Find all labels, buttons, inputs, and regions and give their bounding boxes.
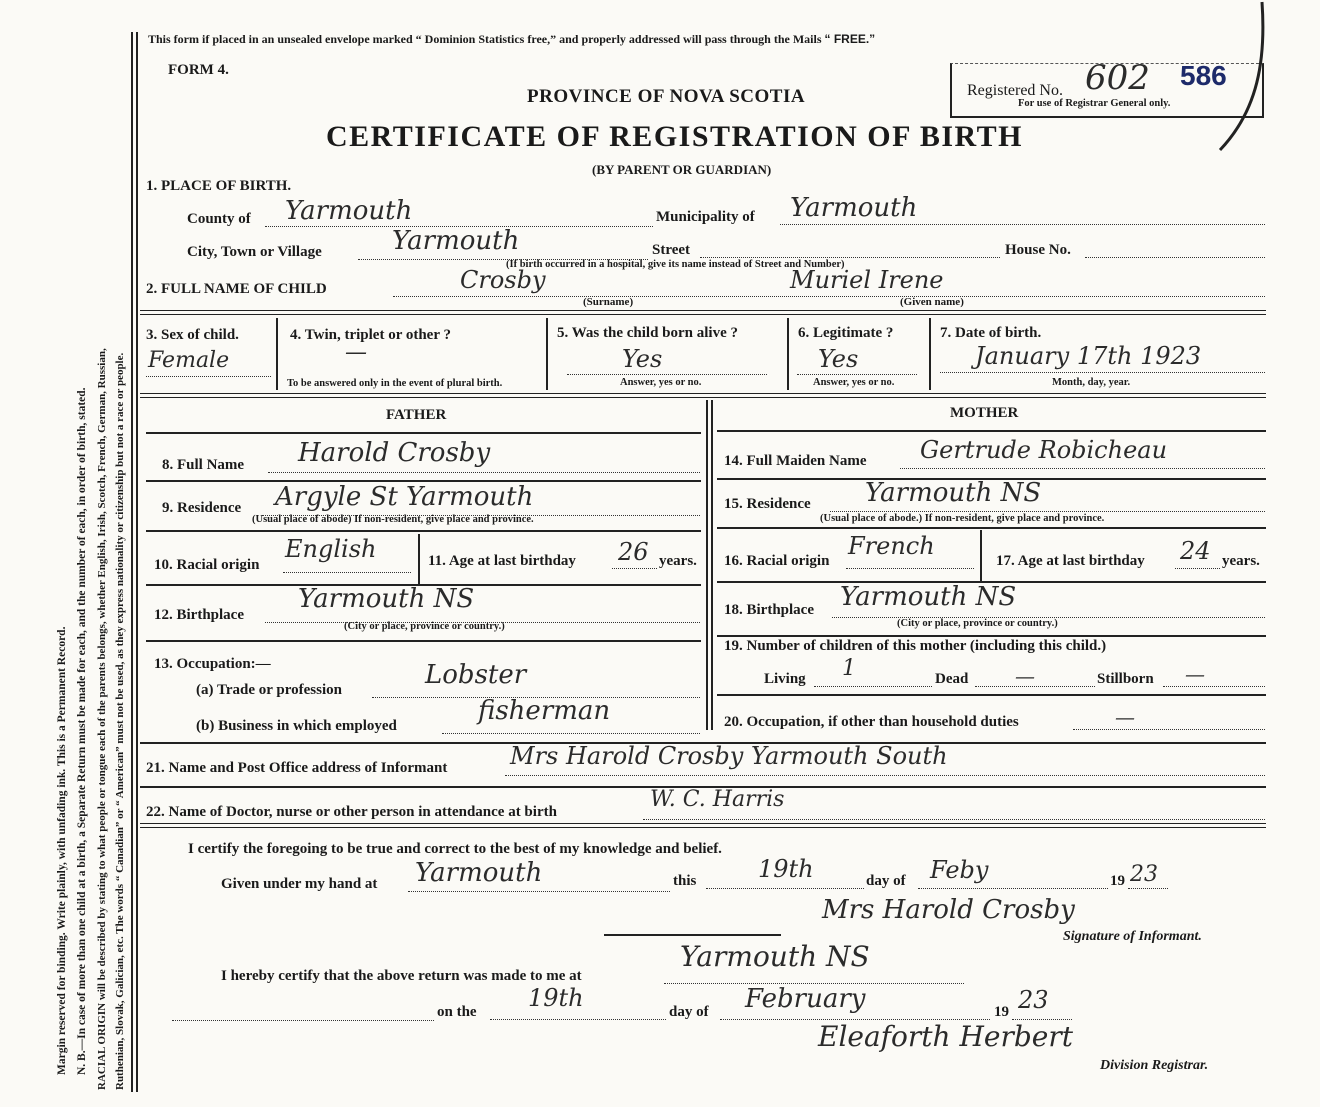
mother-age-unit: years. [1222, 553, 1260, 569]
margin-note-nb: N. B.—In case of more than one child at a birth, a Separate Return must be made for each, and the number of each, in order of birth, stated. [76, 387, 88, 1075]
cert-year-value: 23 [1130, 862, 1158, 887]
father-age-line [612, 568, 657, 569]
rule-18 [717, 635, 1266, 637]
dead-label: Dead [935, 671, 969, 687]
mother-racial-label: 16. Racial origin [724, 553, 830, 569]
mother-birthplace-note: (City or place, province or country.) [897, 618, 1058, 629]
father-residence-label: 9. Residence [162, 500, 242, 516]
given-place-line [408, 891, 670, 892]
registrar-month-value: February [745, 984, 866, 1014]
stillborn-label: Stillborn [1097, 671, 1154, 687]
father-trade-label: (a) Trade or profession [196, 682, 342, 698]
living-value: 1 [842, 656, 856, 681]
province-heading: PROVINCE OF NOVA SCOTIA [527, 86, 806, 107]
mother-residence-note: (Usual place of abode.) If non-resident, give place and province. [820, 513, 1105, 524]
divider-16-17 [980, 530, 982, 582]
legit-line [797, 374, 917, 375]
father-racial-label: 10. Racial origin [154, 557, 260, 573]
cert-month-value: Feby [930, 856, 989, 884]
registrar-place-value: Yarmouth NS [680, 940, 870, 973]
postal-notice: This form if placed in an unsealed envelope marked “ Dominion Statistics free,” and properly addressed will pass through the Mails “ FREE.” [148, 32, 876, 46]
mother-heading: MOTHER [950, 405, 1019, 421]
father-age-label: 11. Age at last birthday [428, 553, 576, 569]
hospital-note: (If birth occurred in a hospital, give its name instead of Street and Number) [506, 259, 845, 270]
registered-stamped: 586 [1180, 60, 1227, 91]
father-age-unit: years. [659, 553, 697, 569]
margin-note-racial-cont: Ruthenian, Slovak, Galician, etc. The words “ Canadian” or “ American” must not be used, as they express nationality or citizenship but not a race or people. [114, 352, 126, 1090]
informant-signature: Mrs Harold Crosby [822, 895, 1075, 925]
mother-name-label: 14. Full Maiden Name [724, 453, 867, 469]
divider-10-11 [418, 534, 420, 584]
alive-line [567, 374, 767, 375]
rule-15 [717, 527, 1266, 529]
given-caption: (Given name) [900, 296, 964, 308]
informant-signature-caption: Signature of Informant. [1063, 929, 1202, 944]
dead-value: — [1015, 664, 1035, 688]
registered-note: For use of Registrar General only. [1018, 98, 1171, 109]
mother-name-line [900, 468, 1265, 469]
cert-statement: I certify the foregoing to be true and correct to the best of my knowledge and belief. [188, 841, 722, 857]
children-label: 19. Number of children of this mother (including this child.) [724, 638, 1107, 654]
living-label: Living [764, 671, 806, 687]
stillborn-line [1163, 686, 1265, 687]
form-number: FORM 4. [168, 62, 229, 78]
this-label: this [673, 873, 697, 889]
child-surname-value: Crosby [460, 266, 546, 294]
rule-after-doctor [140, 823, 1266, 828]
twin-value: — [345, 340, 367, 365]
living-line [814, 686, 932, 687]
mother-residence-label: 15. Residence [724, 496, 811, 512]
registrar-year-value: 23 [1018, 986, 1049, 1014]
given-under-label: Given under my hand at [221, 876, 378, 892]
page-title: CERTIFICATE OF REGISTRATION OF BIRTH [326, 120, 1023, 153]
father-occupation-label: 13. Occupation:— [154, 656, 271, 672]
father-birthplace-value: Yarmouth NS [298, 584, 475, 614]
cert-year-line [1128, 888, 1168, 889]
sex-line [146, 376, 271, 377]
divider-4-5 [546, 318, 548, 390]
house-label: House No. [1005, 242, 1071, 258]
dead-line [975, 686, 1095, 687]
margin-rule-inner [136, 32, 138, 1092]
dob-value: January 17th 1923 [975, 342, 1202, 370]
mother-residence-value: Yarmouth NS [865, 478, 1042, 508]
margin-note-binding: Margin reserved for binding. Write plainly, with unfading ink. This is a Permanent Record. [56, 626, 68, 1075]
doctor-label: 22. Name of Doctor, nurse or other person in attendance at birth [146, 804, 557, 820]
mother-heading-rule [717, 430, 1266, 432]
house-line [1085, 257, 1265, 258]
doctor-value: W. C. Harris [650, 787, 785, 812]
registrar-statement: I hereby certify that the above return was made to me at [221, 968, 582, 984]
rule-after-name [140, 310, 1266, 315]
father-business-line [442, 733, 700, 734]
pen-stroke-mark [1200, 0, 1280, 170]
rule-12 [146, 640, 701, 642]
municipality-label: Municipality of [656, 209, 755, 225]
legit-note: Answer, yes or no. [813, 377, 895, 388]
twin-note: To be answered only in the event of plural birth. [287, 378, 503, 389]
registered-label: Registered No. [967, 82, 1063, 99]
surname-caption: (Surname) [583, 296, 634, 308]
column-divider-left [706, 400, 708, 730]
sex-label: 3. Sex of child. [146, 327, 239, 343]
city-label: City, Town or Village [187, 244, 322, 260]
twin-label: 4. Twin, triplet or other ? [290, 327, 451, 343]
mother-birthplace-label: 18. Birthplace [724, 602, 814, 618]
child-given-value: Muriel Irene [790, 266, 944, 294]
mother-name-value: Gertrude Robicheau [920, 436, 1168, 464]
mother-residence-line [830, 511, 1265, 512]
street-line [700, 257, 1000, 258]
street-label: Street [652, 242, 691, 258]
city-value: Yarmouth [392, 226, 520, 256]
father-business-value: fisherman [478, 696, 611, 726]
cert-day-line [706, 888, 864, 889]
father-name-label: 8. Full Name [162, 457, 245, 473]
given-place-value: Yarmouth [415, 858, 543, 888]
father-heading-rule [146, 432, 701, 434]
alive-note: Answer, yes or no. [620, 377, 702, 388]
father-racial-line [283, 572, 411, 573]
column-divider-right [711, 400, 713, 730]
mother-age-label: 17. Age at last birthday [996, 553, 1145, 569]
page-subtitle: (BY PARENT OR GUARDIAN) [592, 162, 772, 177]
margin-note-racial: RACIAL ORIGIN will be described by stating to what people or tongue each of the parents belongs, whether English, Irish, Scotch, French, German, Russian, [96, 348, 108, 1090]
county-label: County of [187, 211, 251, 227]
mother-occupation-line [1073, 729, 1265, 730]
divider-6-7 [929, 318, 931, 390]
rule-after-dob [140, 393, 1266, 398]
father-name-line [268, 472, 700, 473]
registrar-signature-caption: Division Registrar. [1100, 1058, 1209, 1073]
legit-label: 6. Legitimate ? [798, 325, 894, 341]
father-birthplace-label: 12. Birthplace [154, 607, 244, 623]
father-heading: FATHER [386, 407, 447, 423]
mother-birthplace-value: Yarmouth NS [840, 582, 1017, 612]
registrar-lead-line [172, 1020, 434, 1021]
child-name-label: 2. FULL NAME OF CHILD [146, 281, 327, 297]
rule-9 [146, 530, 701, 532]
father-trade-value: Lobster [425, 660, 527, 690]
margin-rule-outer [131, 32, 133, 1092]
alive-value: Yes [622, 345, 663, 373]
informant-line [505, 775, 1265, 776]
informant-label: 21. Name and Post Office address of Informant [146, 760, 448, 776]
stillborn-value: — [1185, 662, 1205, 686]
cert-day-value: 19th [758, 855, 814, 883]
father-residence-note: (Usual place of abode) If non-resident, give place and province. [252, 514, 534, 525]
cert-year-prefix: 19 [1110, 873, 1125, 889]
divider-3-4 [276, 318, 278, 390]
cert-month-line [918, 888, 1108, 889]
father-birthplace-note: (City or place, province or country.) [344, 621, 505, 632]
legit-value: Yes [818, 345, 859, 373]
father-age-value: 26 [618, 538, 649, 566]
municipality-line [780, 224, 1265, 225]
divider-5-6 [787, 318, 789, 390]
mother-racial-line [846, 568, 974, 569]
mother-occupation-label: 20. Occupation, if other than household duties [724, 714, 1019, 730]
registrar-signature: Eleaforth Herbert [818, 1020, 1073, 1053]
place-of-birth-heading: 1. PLACE OF BIRTH. [146, 178, 292, 194]
registered-handwritten: 602 [1085, 58, 1150, 98]
mother-racial-value: French [848, 532, 935, 560]
cert-day-of-label: day of [866, 873, 906, 889]
municipality-value: Yarmouth [790, 193, 918, 223]
mother-age-value: 24 [1180, 537, 1211, 565]
father-name-value: Harold Crosby [298, 438, 491, 468]
dob-label: 7. Date of birth. [940, 325, 1042, 341]
registrar-day-of-label: day of [669, 1004, 709, 1020]
dob-note: Month, day, year. [1052, 377, 1131, 388]
mother-age-line [1175, 568, 1220, 569]
county-value: Yarmouth [285, 196, 413, 226]
sex-value: Female [148, 348, 230, 373]
registrar-day-line [490, 1019, 666, 1020]
mother-occupation-value: — [1115, 705, 1135, 729]
father-residence-value: Argyle St Yarmouth [275, 482, 534, 512]
registrar-day-value: 19th [528, 984, 584, 1012]
alive-label: 5. Was the child born alive ? [557, 325, 738, 341]
signature-short-rule [604, 934, 781, 936]
father-racial-value: English [285, 535, 377, 563]
child-name-line [393, 296, 1265, 297]
dob-line [940, 372, 1265, 373]
registrar-year-prefix: 19 [994, 1004, 1009, 1020]
informant-value: Mrs Harold Crosby Yarmouth South [510, 742, 948, 770]
registrar-on-the-label: on the [437, 1004, 477, 1020]
doctor-line [643, 819, 1265, 820]
father-business-label: (b) Business in which employed [196, 718, 397, 734]
rule-19 [717, 694, 1266, 696]
